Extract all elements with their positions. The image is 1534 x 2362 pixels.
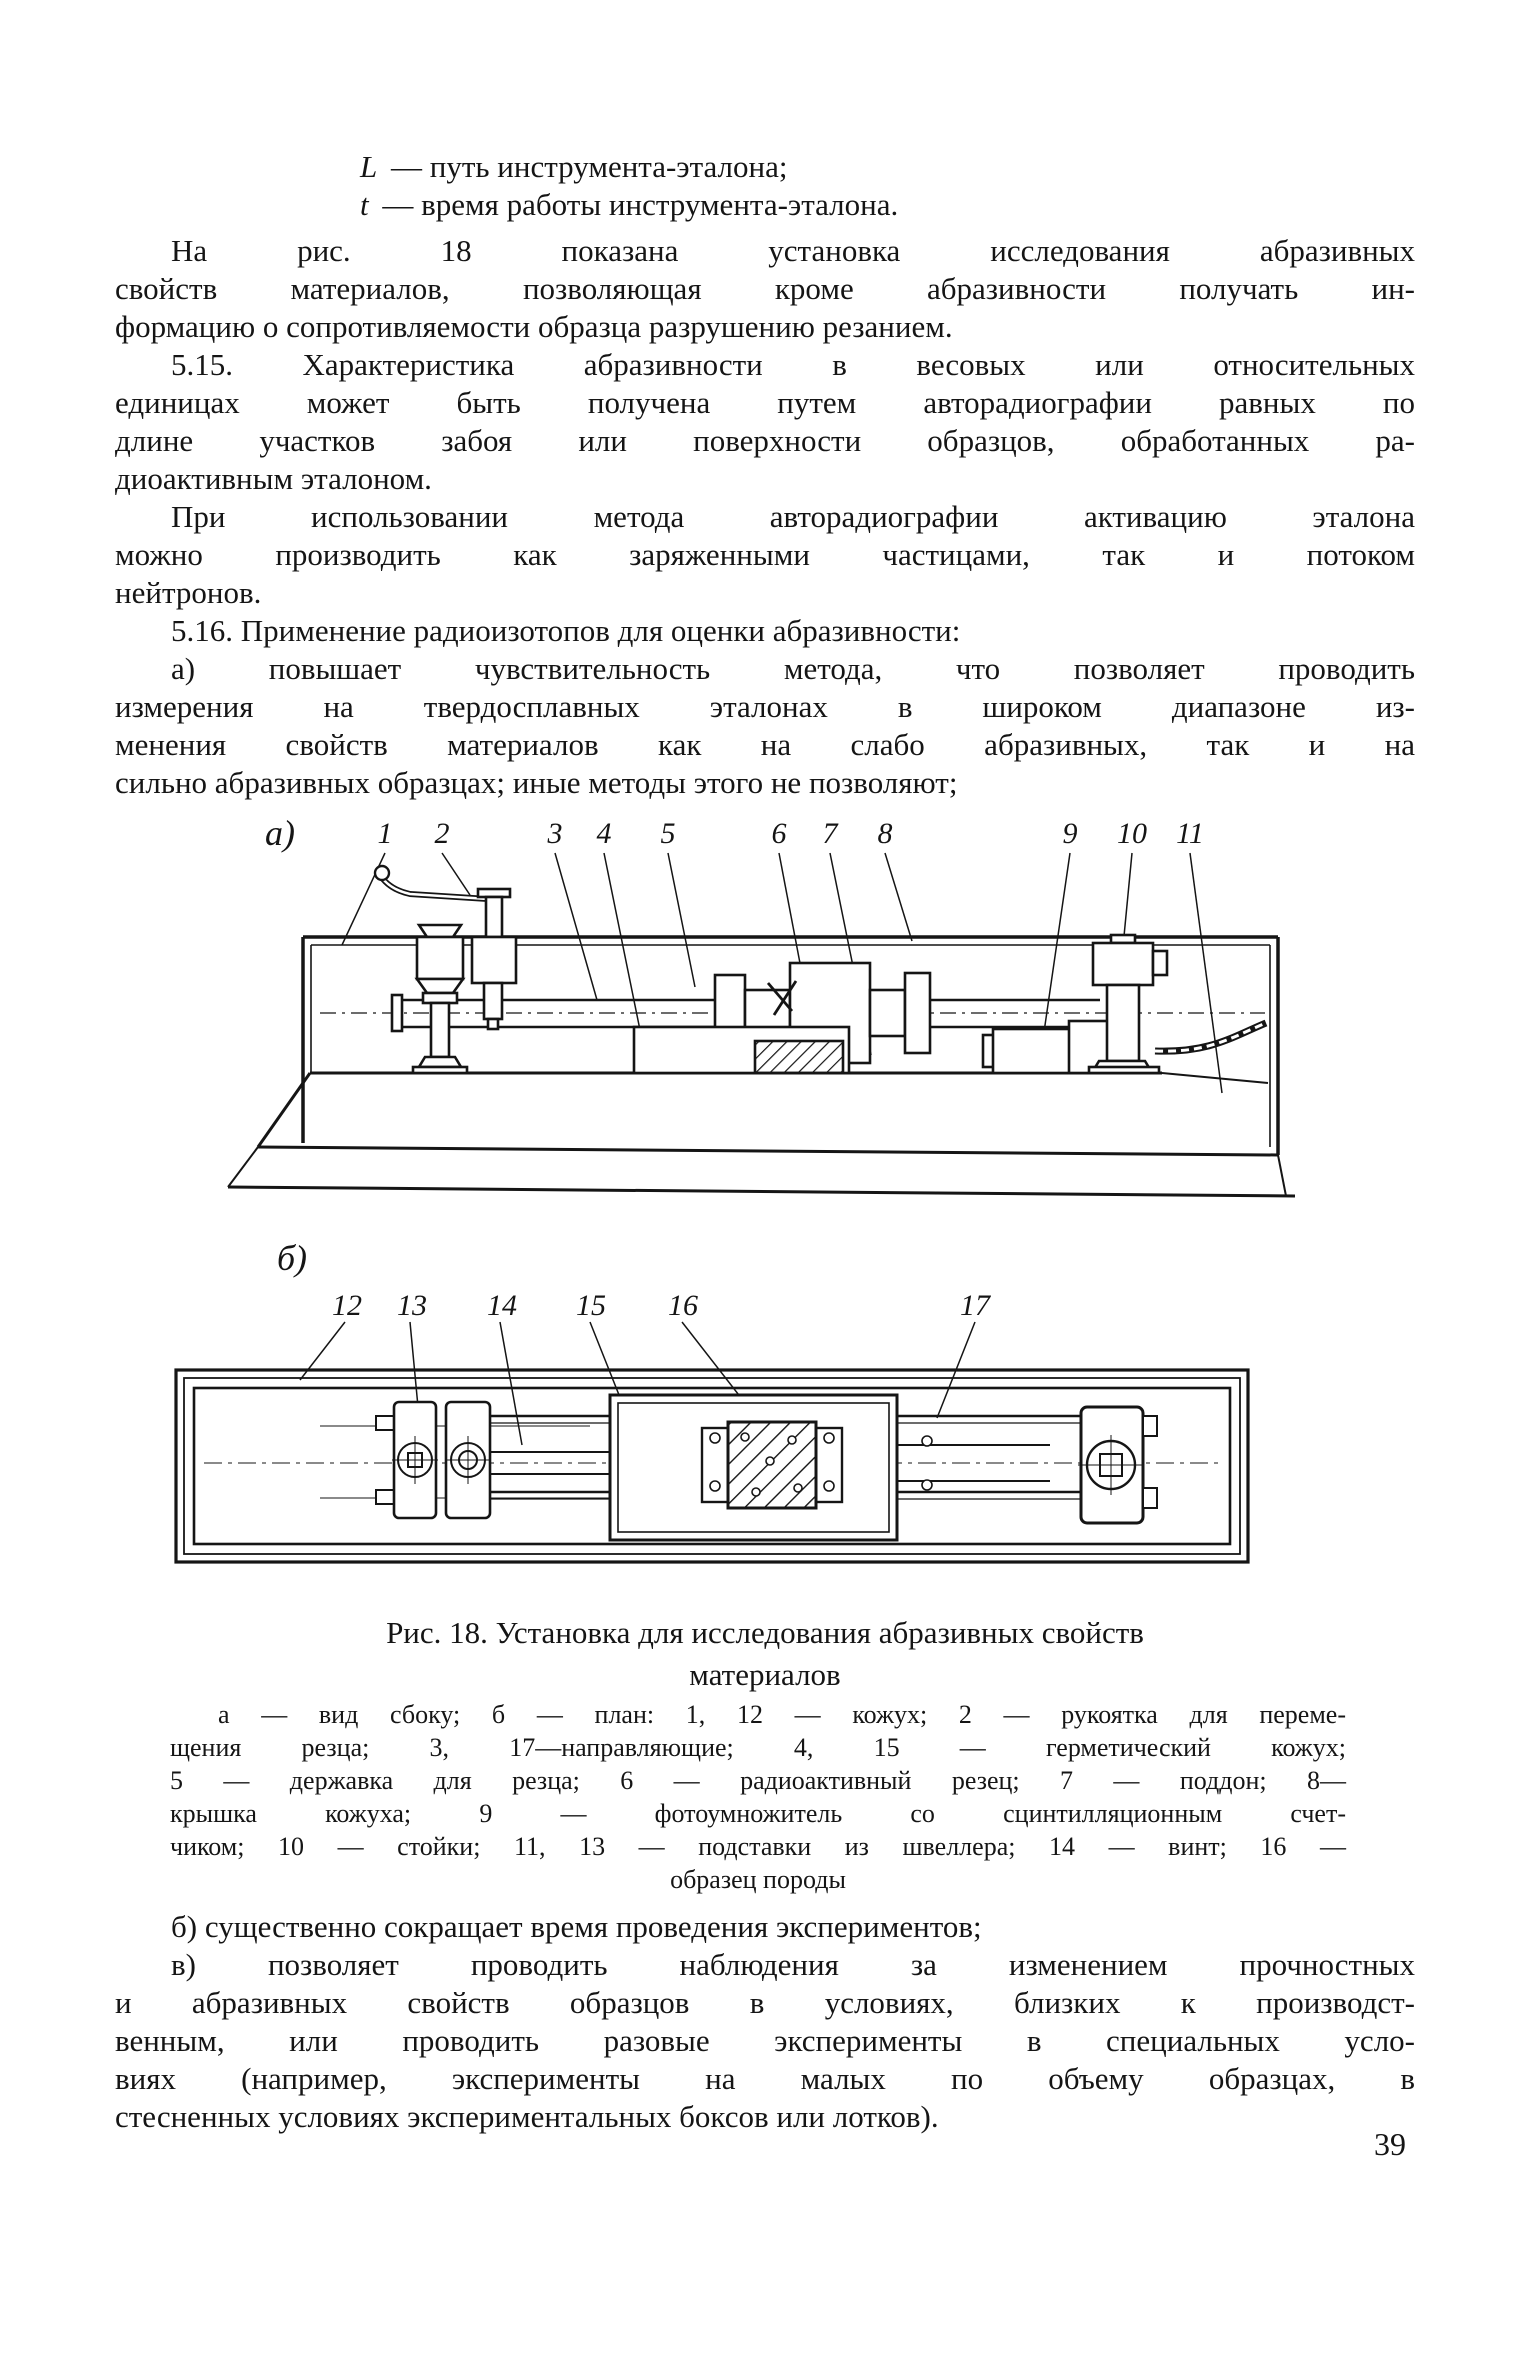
body-text-line: б) существенно сокращает время проведения экспериментов;	[171, 1909, 982, 1944]
body-text-line: стесненных условиях экспериментальных боксов или лотков).	[115, 2099, 939, 2134]
body-text-line: в) позволяет проводить наблюдения за изменением прочностных	[171, 1947, 1415, 1982]
figure-b-rails-left	[490, 1416, 610, 1499]
fig-b-label: 14	[487, 1289, 517, 1322]
legend-line: щения резца; 3, 17—направляющие; 4, 15 — герметический кожух;	[170, 1733, 1346, 1762]
figure-a-marker: а)	[265, 813, 295, 853]
definition-line	[360, 148, 1260, 186]
fig-a-label: 10	[1117, 817, 1147, 850]
body-text-line: формацию о сопротивляемости образца разрушению резанием.	[115, 309, 953, 344]
body-text-line: При использовании метода авторадиографии активацию эталона	[171, 499, 1415, 534]
caption-line-2: материалов	[689, 1657, 841, 1692]
figure-b-hermetic-housing	[610, 1395, 897, 1540]
legend-line: чиком; 10 — стойки; 11, 13 — подставки из швеллера; 14 — винт; 16 —	[170, 1832, 1346, 1861]
body-text-line: единицах может быть получена путем авторадиографии равных по	[115, 385, 1415, 420]
body-text-line: 5.15. Характеристика абразивности в весовых или относительных	[171, 347, 1415, 382]
body-text-block-2	[115, 1908, 1415, 2136]
definition-list	[360, 148, 1260, 224]
body-text-line: венным, или проводить разовые эксперименты в специальных усло-	[115, 2023, 1415, 2058]
fig-a-label: 3	[547, 817, 563, 850]
body-text-line: На рис. 18 показана установка исследования абразивных	[171, 233, 1415, 268]
fig-a-label: 1	[377, 817, 393, 850]
definition-symbol: t	[360, 187, 369, 222]
legend-line: крышка кожуха; 9 — фотоумножитель со сцинтилляционным счет-	[170, 1799, 1346, 1828]
body-text-line: виях (например, эксперименты на малых по объему образцах, в	[115, 2061, 1415, 2096]
fig-a-label: 4	[596, 817, 612, 850]
body-text-line: измерения на твердосплавных эталонах в широком диапазоне из-	[115, 689, 1415, 724]
body-text-line: а) повышает чувствительность метода, что позволяет проводить	[171, 651, 1415, 686]
legend-line: а — вид сбоку; б — план: 1, 12 — кожух; 2 — рукоятка для переме-	[218, 1700, 1346, 1729]
fig-b-label: 15	[576, 1289, 606, 1322]
fig-b-label: 13	[397, 1289, 427, 1322]
body-text-line: можно производить как заряженными частицами, так и потоком	[115, 537, 1415, 572]
legend-line: образец породы	[670, 1865, 846, 1894]
fig-a-label: 8	[877, 817, 893, 850]
caption-line-1: Рис. 18. Установка для исследования абразивных свойств	[386, 1615, 1144, 1650]
fig-a-label: 7	[822, 817, 838, 850]
page-number: 39	[1374, 2126, 1406, 2162]
figure-b-plan-view	[170, 1230, 1310, 1575]
definition-text: — путь инструмента-эталона;	[391, 149, 788, 184]
fig-a-label: 5	[660, 817, 676, 850]
figure-b-drawing	[170, 1230, 1310, 1575]
body-text-line: 5.16. Применение радиоизотопов для оценки абразивности:	[171, 613, 961, 648]
figure-a-side-view	[170, 795, 1310, 1215]
fig-a-label: 11	[1176, 817, 1204, 850]
definition-symbol: L	[360, 149, 378, 184]
figure-b-marker: б)	[276, 1238, 308, 1278]
fig-b-label: 16	[668, 1289, 698, 1322]
body-text-line: сильно абразивных образцах; иные методы этого не позволяют;	[115, 765, 958, 800]
fig-a-label: 6	[771, 817, 787, 850]
figure-a-base	[228, 1073, 1295, 1196]
body-text-line: диоактивным эталоном.	[115, 461, 432, 496]
body-text-line: свойств материалов, позволяющая кроме абразивности получать ин-	[115, 271, 1415, 306]
figure-a-drawing	[170, 795, 1310, 1215]
body-text-line: и абразивных свойств образцов в условиях, близких к производст-	[115, 1985, 1415, 2020]
figure-b-carriage	[376, 1402, 491, 1518]
definition-line	[360, 186, 1260, 224]
body-text-line: менения свойств материалов как на слабо абразивных, так и на	[115, 727, 1415, 762]
fig-b-label: 12	[332, 1289, 362, 1322]
figure-legend	[170, 1698, 1346, 1896]
fig-b-label: 17	[960, 1289, 990, 1322]
figure-b-part-labels	[277, 1238, 992, 1322]
legend-line: 5 — державка для резца; 6 — радиоактивный резец; 7 — поддон; 8—	[170, 1766, 1346, 1795]
body-text-block	[115, 232, 1415, 802]
figure-a-cable	[1155, 1023, 1266, 1051]
figure-a-part-labels	[265, 813, 1204, 853]
figure-caption	[115, 1612, 1415, 1696]
definition-text: — время работы инструмента-эталона.	[382, 187, 899, 222]
figure-b-rails-right	[897, 1416, 1081, 1499]
body-text-line: нейтронов.	[115, 575, 262, 610]
figure-b-end-block	[1078, 1407, 1157, 1523]
body-text-line: длине участков забоя или поверхности образцов, обработанных ра-	[115, 423, 1415, 458]
fig-a-label: 9	[1062, 817, 1078, 850]
fig-a-label: 2	[434, 817, 450, 850]
